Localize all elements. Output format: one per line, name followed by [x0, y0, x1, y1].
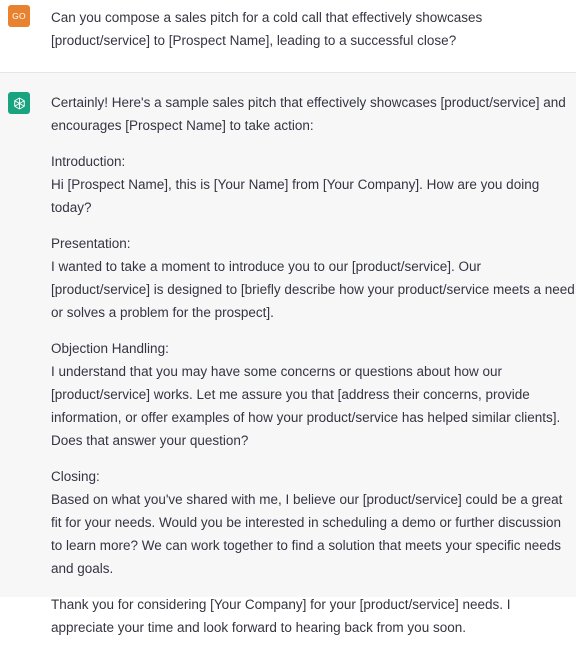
- user-message-row: [0, 0, 576, 73]
- section-objection-handling: [51, 337, 575, 452]
- openai-logo-icon-svg: [12, 96, 27, 111]
- section-closing: [51, 465, 575, 580]
- section-presentation: [51, 232, 575, 324]
- assistant-message-row: [0, 73, 576, 635]
- answer-closing: Thank you for considering [Your Company] for your [product/service] needs. I appreciate your time and look forward to hearing back from you soon.: [51, 597, 511, 635]
- user-avatar-initials: GO: [12, 11, 26, 21]
- section-body: I understand that you may have some concerns or questions about how our [product/service] works. Let me assure you that [address their concerns, provide information, or offer examples of how your product/service has helped similar clients]. Does that answer your question?: [51, 364, 561, 448]
- section-heading: Closing:: [51, 469, 100, 484]
- user-message-text: Can you compose a sales pitch for a cold call that effectively showcases [product/service] to [Prospect Name], leading to a successful close?: [51, 10, 483, 48]
- user-avatar: [8, 5, 30, 27]
- section-body: Hi [Prospect Name], this is [Your Name] from [Your Company]. How are you doing today?: [51, 177, 540, 215]
- section-heading: Introduction:: [51, 154, 126, 169]
- section-body: I wanted to take a moment to introduce you to our [product/service]. Our [product/service] is designed to [briefly describe how your product/service meets a need or solves a problem for the prospect].: [51, 259, 575, 320]
- section-body: Based on what you've shared with me, I believe our [product/service] could be a great fit for your needs. Would you be interested in scheduling a demo or further discussion to learn more? We can work together to find a solution that meets your specific needs and goals.: [51, 492, 563, 576]
- openai-logo-icon: [8, 92, 30, 114]
- answer-intro: Certainly! Here's a sample sales pitch that effectively showcases [product/service] and encourages [Prospect Name] to take action:: [51, 95, 566, 133]
- section-introduction: [51, 150, 575, 219]
- assistant-message-text: [51, 91, 575, 652]
- section-heading: Presentation:: [51, 236, 131, 251]
- section-heading: Objection Handling:: [51, 341, 169, 356]
